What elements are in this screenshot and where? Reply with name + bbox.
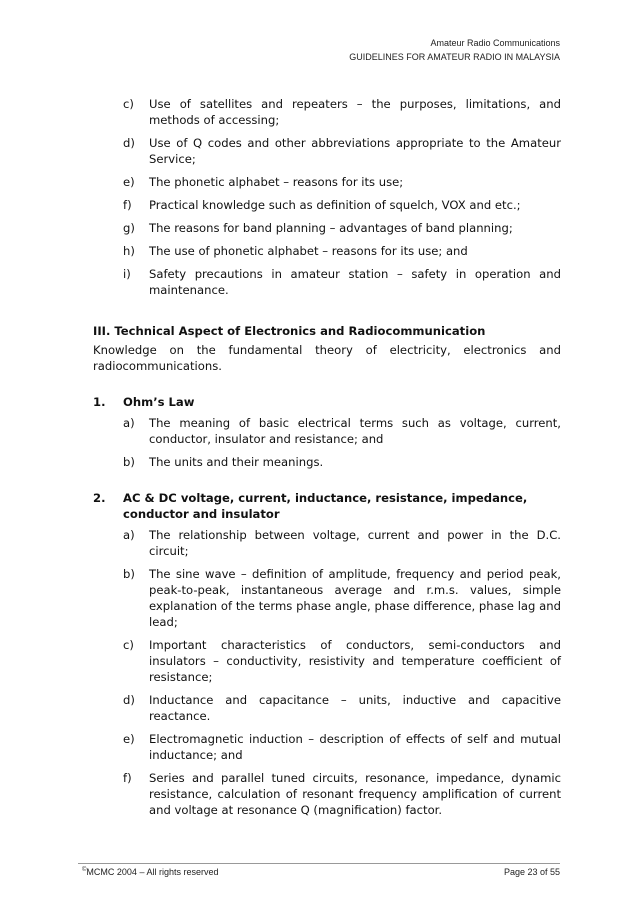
list-item-text: The use of phonetic alphabet – reasons for its use; and: [149, 244, 468, 258]
list-marker: d): [123, 136, 135, 150]
list-item: [123, 527, 561, 559]
list-item: [123, 266, 561, 298]
list-item-text: Practical knowledge such as definition of squelch, VOX and etc.;: [149, 198, 521, 212]
list-marker: c): [123, 638, 134, 652]
list-marker: b): [123, 567, 135, 581]
list-item: [123, 243, 561, 259]
list-item: [123, 731, 561, 763]
list-item: [123, 197, 561, 213]
list-item: [123, 220, 561, 236]
subsection-title: AC & DC voltage, current, inductance, resistance, impedance, conductor and insulator: [123, 491, 528, 521]
list-item: [123, 454, 561, 470]
list-item: [123, 692, 561, 724]
list-item-text: Safety precautions in amateur station – safety in operation and maintenance.: [149, 267, 561, 297]
page-number: Page 23 of 55: [503, 867, 560, 877]
list-item: [123, 566, 561, 630]
page-header: [349, 36, 560, 64]
list-item-text: Inductance and capacitance – units, inductive and capacitive reactance.: [149, 693, 561, 723]
list-item: [123, 135, 561, 167]
list-item: [123, 174, 561, 190]
list-marker: b): [123, 455, 135, 469]
list-marker: f): [123, 771, 132, 785]
list-marker: d): [123, 693, 135, 707]
list-marker: e): [123, 175, 135, 189]
list-item: [123, 415, 561, 447]
list-marker: c): [123, 97, 134, 111]
list-item-text: Use of Q codes and other abbreviations appropriate to the Amateur Service;: [149, 136, 561, 166]
header-subtitle: GUIDELINES FOR AMATEUR RADIO IN MALAYSIA: [349, 52, 560, 62]
list-item-text: The meaning of basic electrical terms such as voltage, current, conductor, insulator and resistance; and: [149, 416, 561, 446]
copyright-mark: ©: [82, 867, 87, 873]
subsection-heading: [93, 394, 561, 410]
list-item: [123, 96, 561, 128]
footer-copyright: [82, 867, 218, 877]
list-marker: i): [123, 267, 131, 281]
subsection-number: 1.: [93, 395, 106, 409]
list-item-text: Important characteristics of conductors, semi-conductors and insulators – conductivity, resistivity and temperature coefficient of resistance;: [149, 638, 561, 684]
list-item-text: The phonetic alphabet – reasons for its use;: [149, 175, 404, 189]
list-marker: e): [123, 732, 135, 746]
list-marker: a): [123, 528, 135, 542]
subsection-list: [123, 527, 561, 818]
list-item-text: Series and parallel tuned circuits, resonance, impedance, dynamic resistance, calculation of resonant frequency amplification of current and voltage at resonance Q (magnification) factor.: [149, 771, 561, 817]
requirements-list: [123, 96, 561, 298]
section-intro: Knowledge on the fundamental theory of electricity, electronics and radiocommunications.: [93, 343, 561, 373]
subsection-title: Ohm’s Law: [123, 395, 195, 409]
list-item: [123, 637, 561, 685]
list-marker: a): [123, 416, 135, 430]
subsection-heading: [93, 490, 561, 522]
list-item-text: Use of satellites and repeaters – the purposes, limitations, and methods of accessing;: [149, 97, 561, 127]
list-item-text: The relationship between voltage, current and power in the D.C. circuit;: [149, 528, 561, 558]
list-marker: h): [123, 244, 135, 258]
section-heading: III. Technical Aspect of Electronics and Radiocommunication: [93, 324, 486, 338]
list-marker: f): [123, 198, 132, 212]
footer-copyright-text: MCMC 2004 – All rights reserved: [86, 867, 219, 877]
subsection-number: 2.: [93, 491, 106, 505]
list-marker: g): [123, 221, 135, 235]
footer-divider: [78, 863, 560, 864]
list-item-text: The reasons for band planning – advantages of band planning;: [149, 221, 513, 235]
list-item: [123, 770, 561, 818]
document-body: [93, 96, 561, 825]
subsection-list: [123, 415, 561, 470]
list-item-text: Electromagnetic induction – description of effects of self and mutual inductance; and: [149, 732, 561, 762]
header-title: Amateur Radio Communications: [430, 38, 560, 48]
list-item-text: The sine wave – definition of amplitude, frequency and period peak, peak-to-peak, instantaneous average and r.m.s. values, simple explanation of the terms phase angle, phase difference, phase lag and lead;: [149, 567, 561, 629]
list-item-text: The units and their meanings.: [149, 455, 324, 469]
